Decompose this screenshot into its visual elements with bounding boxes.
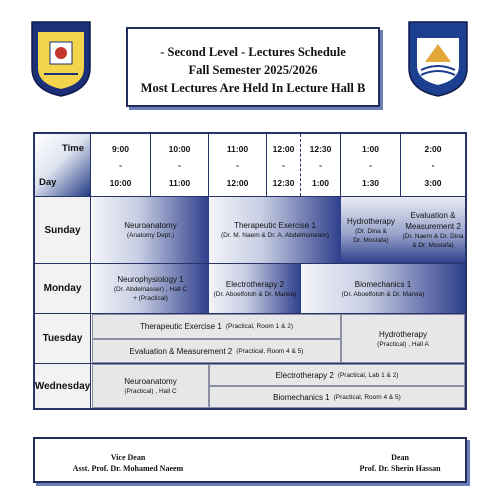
time-slot-6: 1:00 - 1:30 <box>341 134 401 196</box>
vice-dean-role: Vice Dean <box>110 453 146 462</box>
monday-electrotherapy-lecture: Electrotherapy 2 (Dr. Aboelfotoh & Dr. Marwa) <box>209 264 301 313</box>
wednesday-neuroanatomy-practical: Neuroanatomy (Practical) , Hall C <box>92 364 209 408</box>
title-hall-note: Most Lectures Are Held In Lecture Hall B <box>140 81 366 95</box>
time-day-corner <box>35 134 91 196</box>
sunday-therapeutic-exercise-lecture: Therapeutic Exercise 1 (Dr. M. Naem & Dr. A. Abdelmoneam) <box>209 197 341 263</box>
tuesday-evaluation-measurement-practical: Evaluation & Measurement 2 (Practical, Room 4 & 5) <box>92 339 341 363</box>
tuesday-therapeutic-exercise-practical: Therapeutic Exercise 1 (Practical, Room 1 & 2) <box>92 314 341 339</box>
lecture-schedule-table <box>33 132 467 410</box>
faculty-logo-left <box>28 18 94 98</box>
wednesday-biomechanics-practical: Biomechanics 1 (Practical, Room 4 & 5) <box>209 386 465 408</box>
day-wednesday: Wednesday <box>35 364 91 408</box>
title-level: Second Level <box>167 45 239 59</box>
schedule-title-box <box>126 27 380 107</box>
day-tuesday: Tuesday <box>35 314 91 363</box>
wednesday-electrotherapy-practical: Electrotherapy 2 (Practical, Lab 1 & 2) <box>209 364 465 386</box>
time-slot-5: 12:30 - 1:00 <box>301 134 341 196</box>
sunday-hydrotherapy-lecture: Hydrotherapy (Dr. Dina & Dr. Mostafa) <box>341 197 401 263</box>
day-monday: Monday <box>35 264 91 313</box>
time-slot-3: 11:00 - 12:00 <box>209 134 267 196</box>
sunday-evaluation-measurement-lecture: Evaluation & Measurement 2 (Dr. Naem & Dr. Dina & Dr. Mostafa) <box>401 197 465 263</box>
monday-biomechanics-lecture: Biomechanics 1 (Dr. Aboelfotoh & Dr. Marwa) <box>301 264 465 313</box>
time-slot-4: 12:00 - 12:30 <box>267 134 301 196</box>
corner-time-label: Time <box>61 143 84 154</box>
vice-dean-signature <box>53 452 203 474</box>
dean-role: Dean <box>391 453 409 462</box>
dean-signature <box>335 452 465 474</box>
dean-name: Prof. Dr. Sherin Hassan <box>359 464 441 473</box>
vice-dean-name: Asst. Prof. Dr. Mohamed Naeem <box>72 464 184 473</box>
tuesday-hydrotherapy-practical: Hydrotherapy (Practical) , Hall A <box>341 314 465 363</box>
title-line-1 <box>128 43 378 61</box>
university-logo-right <box>405 18 471 98</box>
signatures-box <box>33 437 467 483</box>
title-suffix: - Lectures Schedule <box>238 45 346 59</box>
time-slot-1: 9:00 - 10:00 <box>91 134 151 196</box>
time-slot-7: 2:00 - 3:00 <box>424 144 442 188</box>
day-sunday: Sunday <box>35 197 91 263</box>
sunday-neuroanatomy-lecture: Neuroanatomy (Anatomy Dept.) <box>92 197 209 263</box>
title-prefix: - <box>160 45 168 59</box>
time-slot-2: 10:00 - 11:00 <box>151 134 209 196</box>
corner-day-label: Day <box>39 177 57 188</box>
title-semester: Fall Semester 2025/2026 <box>188 63 318 77</box>
monday-neurophysiology-lecture: Neurophysiology 1 (Dr. Abdelnasser) , Hall C + (Practical) <box>92 264 209 313</box>
